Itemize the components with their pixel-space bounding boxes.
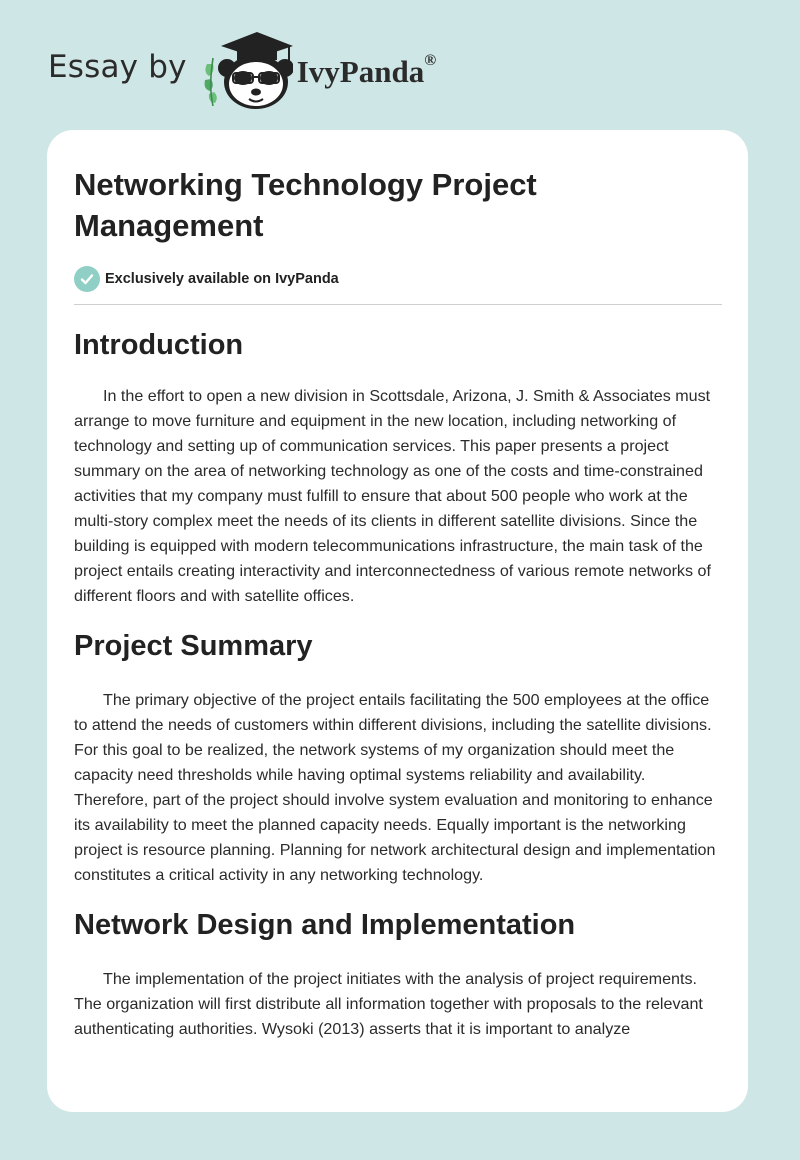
- section-heading-network-design: Network Design and Implementation: [74, 909, 576, 941]
- brand-name: IvyPanda®: [296, 52, 437, 89]
- title-divider: [74, 304, 722, 305]
- essay-by-label: Essay by: [48, 49, 187, 85]
- check-icon: [74, 266, 100, 292]
- section-heading-introduction: Introduction: [74, 329, 244, 361]
- exclusive-label: Exclusively available on IvyPanda: [105, 271, 339, 287]
- section-heading-project-summary: Project Summary: [74, 630, 313, 662]
- page-title: Networking Technology Project Management: [74, 167, 537, 243]
- registered-mark: ®: [424, 52, 437, 69]
- essay-card: [47, 130, 748, 1112]
- exclusive-badge: [74, 266, 722, 292]
- section-body-project-summary: The primary objective of the project entails facilitating the 500 employees at the office to attend the needs of customers within different divisions, including the satellite divisions. For this goal to be realized, the network systems of my organization should meet the capacity need thresholds while having optimal systems reliability and availability. Therefore, part of the project should involve system evaluation and monitoring to enhance its availability to meet the planned capacity needs. Equally important is the networking project is resource planning. Planning for network architectural design and implementation constitutes a critical activity in any networking technology.: [74, 691, 716, 884]
- ivypanda-logo-icon[interactable]: [201, 28, 293, 112]
- site-header: [48, 28, 436, 112]
- section-body-network-design: The implementation of the project initiates with the analysis of project requirements. The organization will first distribute all information together with proposals to the relevant authenticating authorities. Wysoki (2013) asserts that it is important to analyze: [74, 970, 703, 1038]
- section-body-introduction: In the effort to open a new division in Scottsdale, Arizona, J. Smith & Associates must arrange to move furniture and equipment in the new location, including networking of technology and setting up of communication services. This paper presents a project summary on the area of networking technology as one of the costs and time-constrained activities that my company must fulfill to ensure that about 500 people who work at the multi-story complex meet the needs of its clients in different satellite divisions. Since the building is equipped with modern telecommunications infrastructure, the main task of the project entails creating interactivity and interconnectedness of various remote networks of different floors and with satellite offices.: [74, 387, 711, 605]
